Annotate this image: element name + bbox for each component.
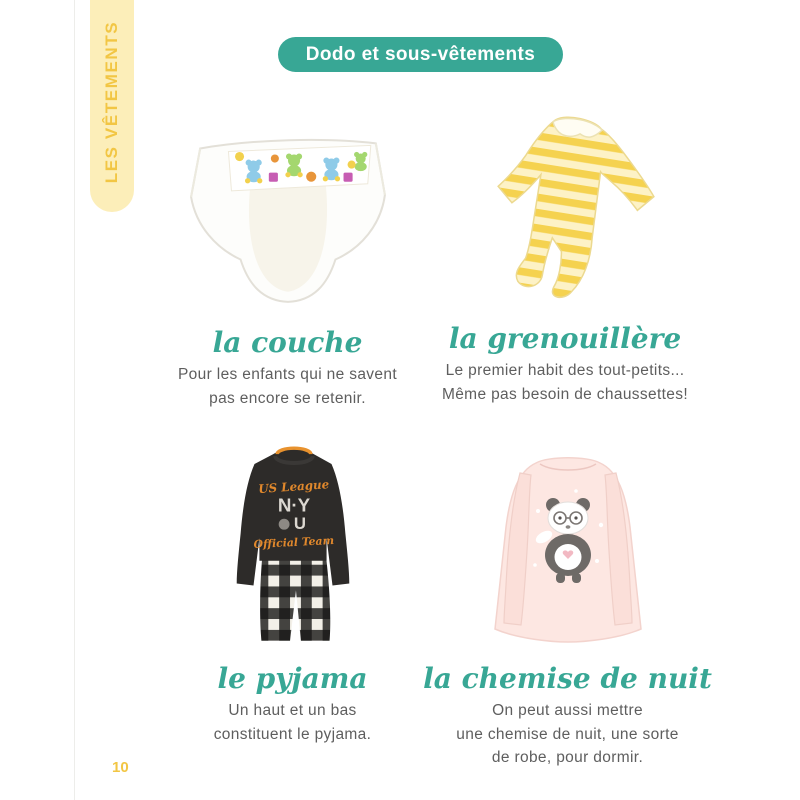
desc-line: Pour les enfants qui ne savent [177,366,398,384]
item-description [145,363,430,410]
desc-line: On peut aussi mettre [492,702,643,720]
desc-line: Même pas besoin de chaussettes! [441,385,689,403]
nightgown-photo [420,432,715,654]
page-edge-line [74,0,75,800]
print-text: Official Team [252,533,334,552]
sidebar-tab [90,0,134,212]
gift-shape [343,173,352,182]
section-header-label: Dodo et sous-vêtements [305,43,536,65]
section-header [278,37,563,72]
item-description [420,359,710,406]
print-text: N·Y [277,494,310,516]
diaper-photo [145,96,430,318]
item-card-couche [145,96,430,410]
desc-line: pas encore se retenir. [209,389,366,407]
item-description [150,699,435,746]
print-ball [278,519,289,530]
item-title: la grenouillère [448,322,682,355]
item-title: le pyjama [217,662,368,695]
desc-line: de robe, pour dormir. [491,748,644,766]
item-card-pyjama [150,432,435,746]
print-text: US League [257,477,330,497]
item-title: la chemise de nuit [423,662,712,695]
diaper-illustration [182,106,394,308]
item-title: la couche [212,326,363,359]
nightgown-illustration [467,433,669,653]
print-text: U [293,514,306,534]
item-card-chemise [420,432,715,769]
ball-shape [270,155,278,163]
desc-line: Le premier habit des tout-petits... [445,362,685,380]
pyjama-photo [150,432,435,654]
sleeper-photo [420,92,710,314]
pyjama-illustration [214,433,372,653]
desc-line: constituent le pyjama. [213,725,372,743]
item-description [420,699,715,769]
ball-shape [347,161,355,169]
item-card-grenouillere [420,92,710,406]
page-number: 10 [112,759,129,776]
sleeper-illustration [454,92,676,314]
ball-shape [306,172,316,182]
ball-shape [235,152,244,161]
gift-shape [268,173,277,182]
desc-line: une chemise de nuit, une sorte [456,725,679,743]
sidebar-label: LES VÊTEMENTS [102,20,121,183]
desc-line: Un haut et un bas [228,702,357,720]
